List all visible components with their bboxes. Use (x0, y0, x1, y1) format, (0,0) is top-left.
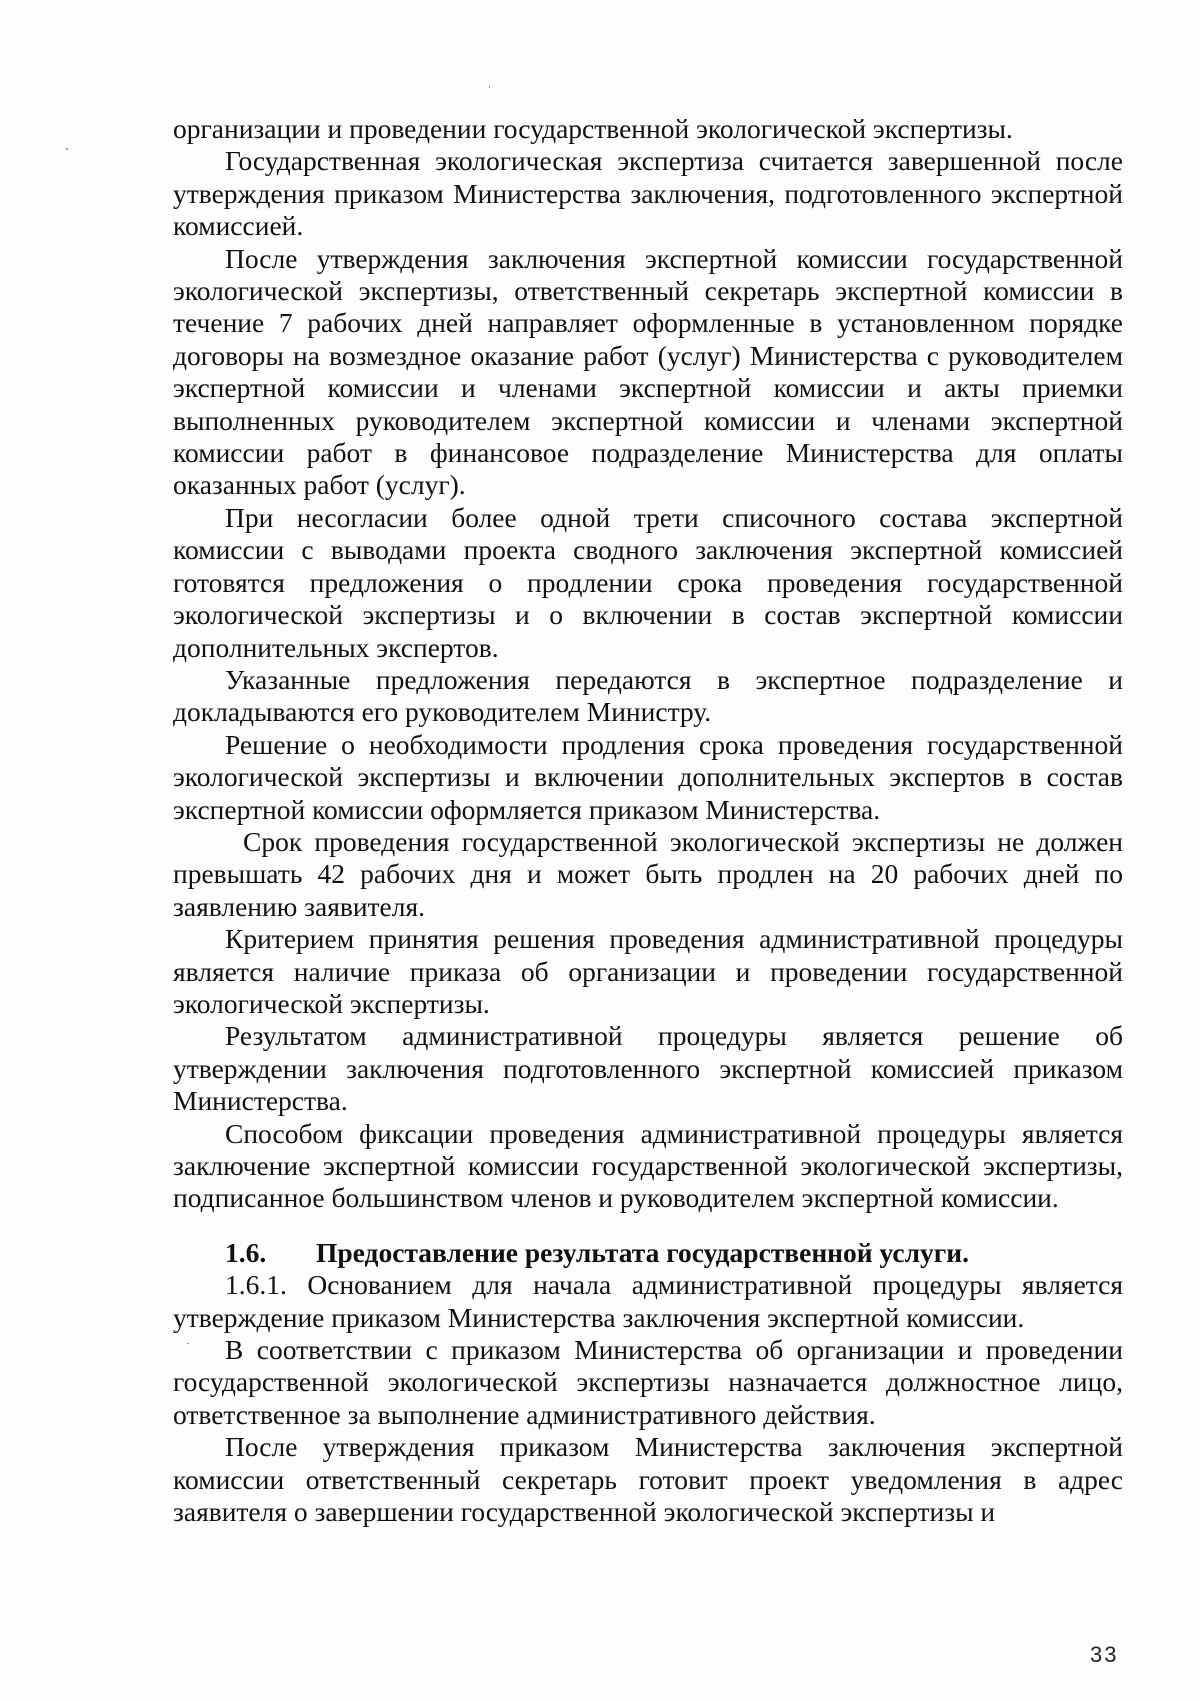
paragraph: Государственная экологическая экспертиза считается завершенной после утверждения приказом Министерства заключения, подготовленного экспертной комиссией. (173, 145, 1123, 242)
paragraph: Критерием принятия решения проведения административной процедуры является наличие приказа об организации и проведении государственной экологической экспертизы. (173, 923, 1123, 1019)
document-body (173, 113, 1123, 1528)
section-number: 1.6. (225, 1236, 267, 1268)
paragraph: Решение о необходимости продления срока проведения государственной экологической экспертизы и включении дополнительных экспертов в состав экспертной комиссии оформляется приказом Министерства. (173, 728, 1123, 825)
paragraph: 1.6.1. Основанием для начала административной процедуры является утверждение приказом Министерства заключения экспертной комиссии. (173, 1269, 1123, 1333)
paragraph: Срок проведения государственной экологической экспертизы не должен превышать 42 рабочих дня и может быть продлен на 20 рабочих дней по заявлению заявителя. (173, 825, 1123, 922)
scan-speck (489, 86, 490, 88)
paragraph: Результатом административной процедуры является решение об утверждении заключения подготовленного экспертной комиссией приказом Министерства. (173, 1020, 1123, 1117)
scan-speck (66, 148, 68, 150)
page-number: 33 (1090, 1642, 1119, 1667)
paragraph: организации и проведении государственной экологической экспертизы. (173, 113, 1013, 144)
paragraph: В соответствии с приказом Министерства об организации и проведении государственной экологической экспертизы назначается должностное лицо, ответственное за выполнение административного действия. (173, 1334, 1123, 1430)
section-heading (173, 1237, 1123, 1269)
paragraph: Указанные предложения передаются в экспертное подразделение и докладываются его руководителем Министру. (173, 663, 1123, 728)
paragraph: При несогласии более одной трети списочного состава экспертной комиссии с выводами проекта сводного заключения экспертной комиссией готовятся предложения о продлении срока проведения государственной экологической экспертизы и о включении в состав экспертной комиссии дополнительных экспертов. (173, 501, 1123, 663)
paragraph: Способом фиксации проведения административной процедуры является заключение экспертной комиссии государственной экологической экспертизы, подписанное большинством членов и руководителем экспертной комиссии. (173, 1117, 1123, 1214)
paragraph: После утверждения приказом Министерства заключения экспертной комиссии ответственный секретарь готовит проект уведомления в адрес заявителя о завершении государственной экологической экспертизы и (173, 1431, 1123, 1528)
section-title: Предоставление результата государственной услуги. (316, 1236, 969, 1268)
paragraph: После утверждения заключения экспертной комиссии государственной экологической экспертизы, ответственный секретарь экспертной комиссии в течение 7 рабочих дней направляет оформленные в установленном порядке договоры на возмездное оказание работ (услуг) Министерства с руководителем экспертной комиссии и членами экспертной комиссии и акты приемки выполненных руководителем экспертной комиссии и членами экспертной комиссии работ в финансовое подразделение Министерства для оплаты оказанных работ (услуг). (173, 242, 1123, 501)
